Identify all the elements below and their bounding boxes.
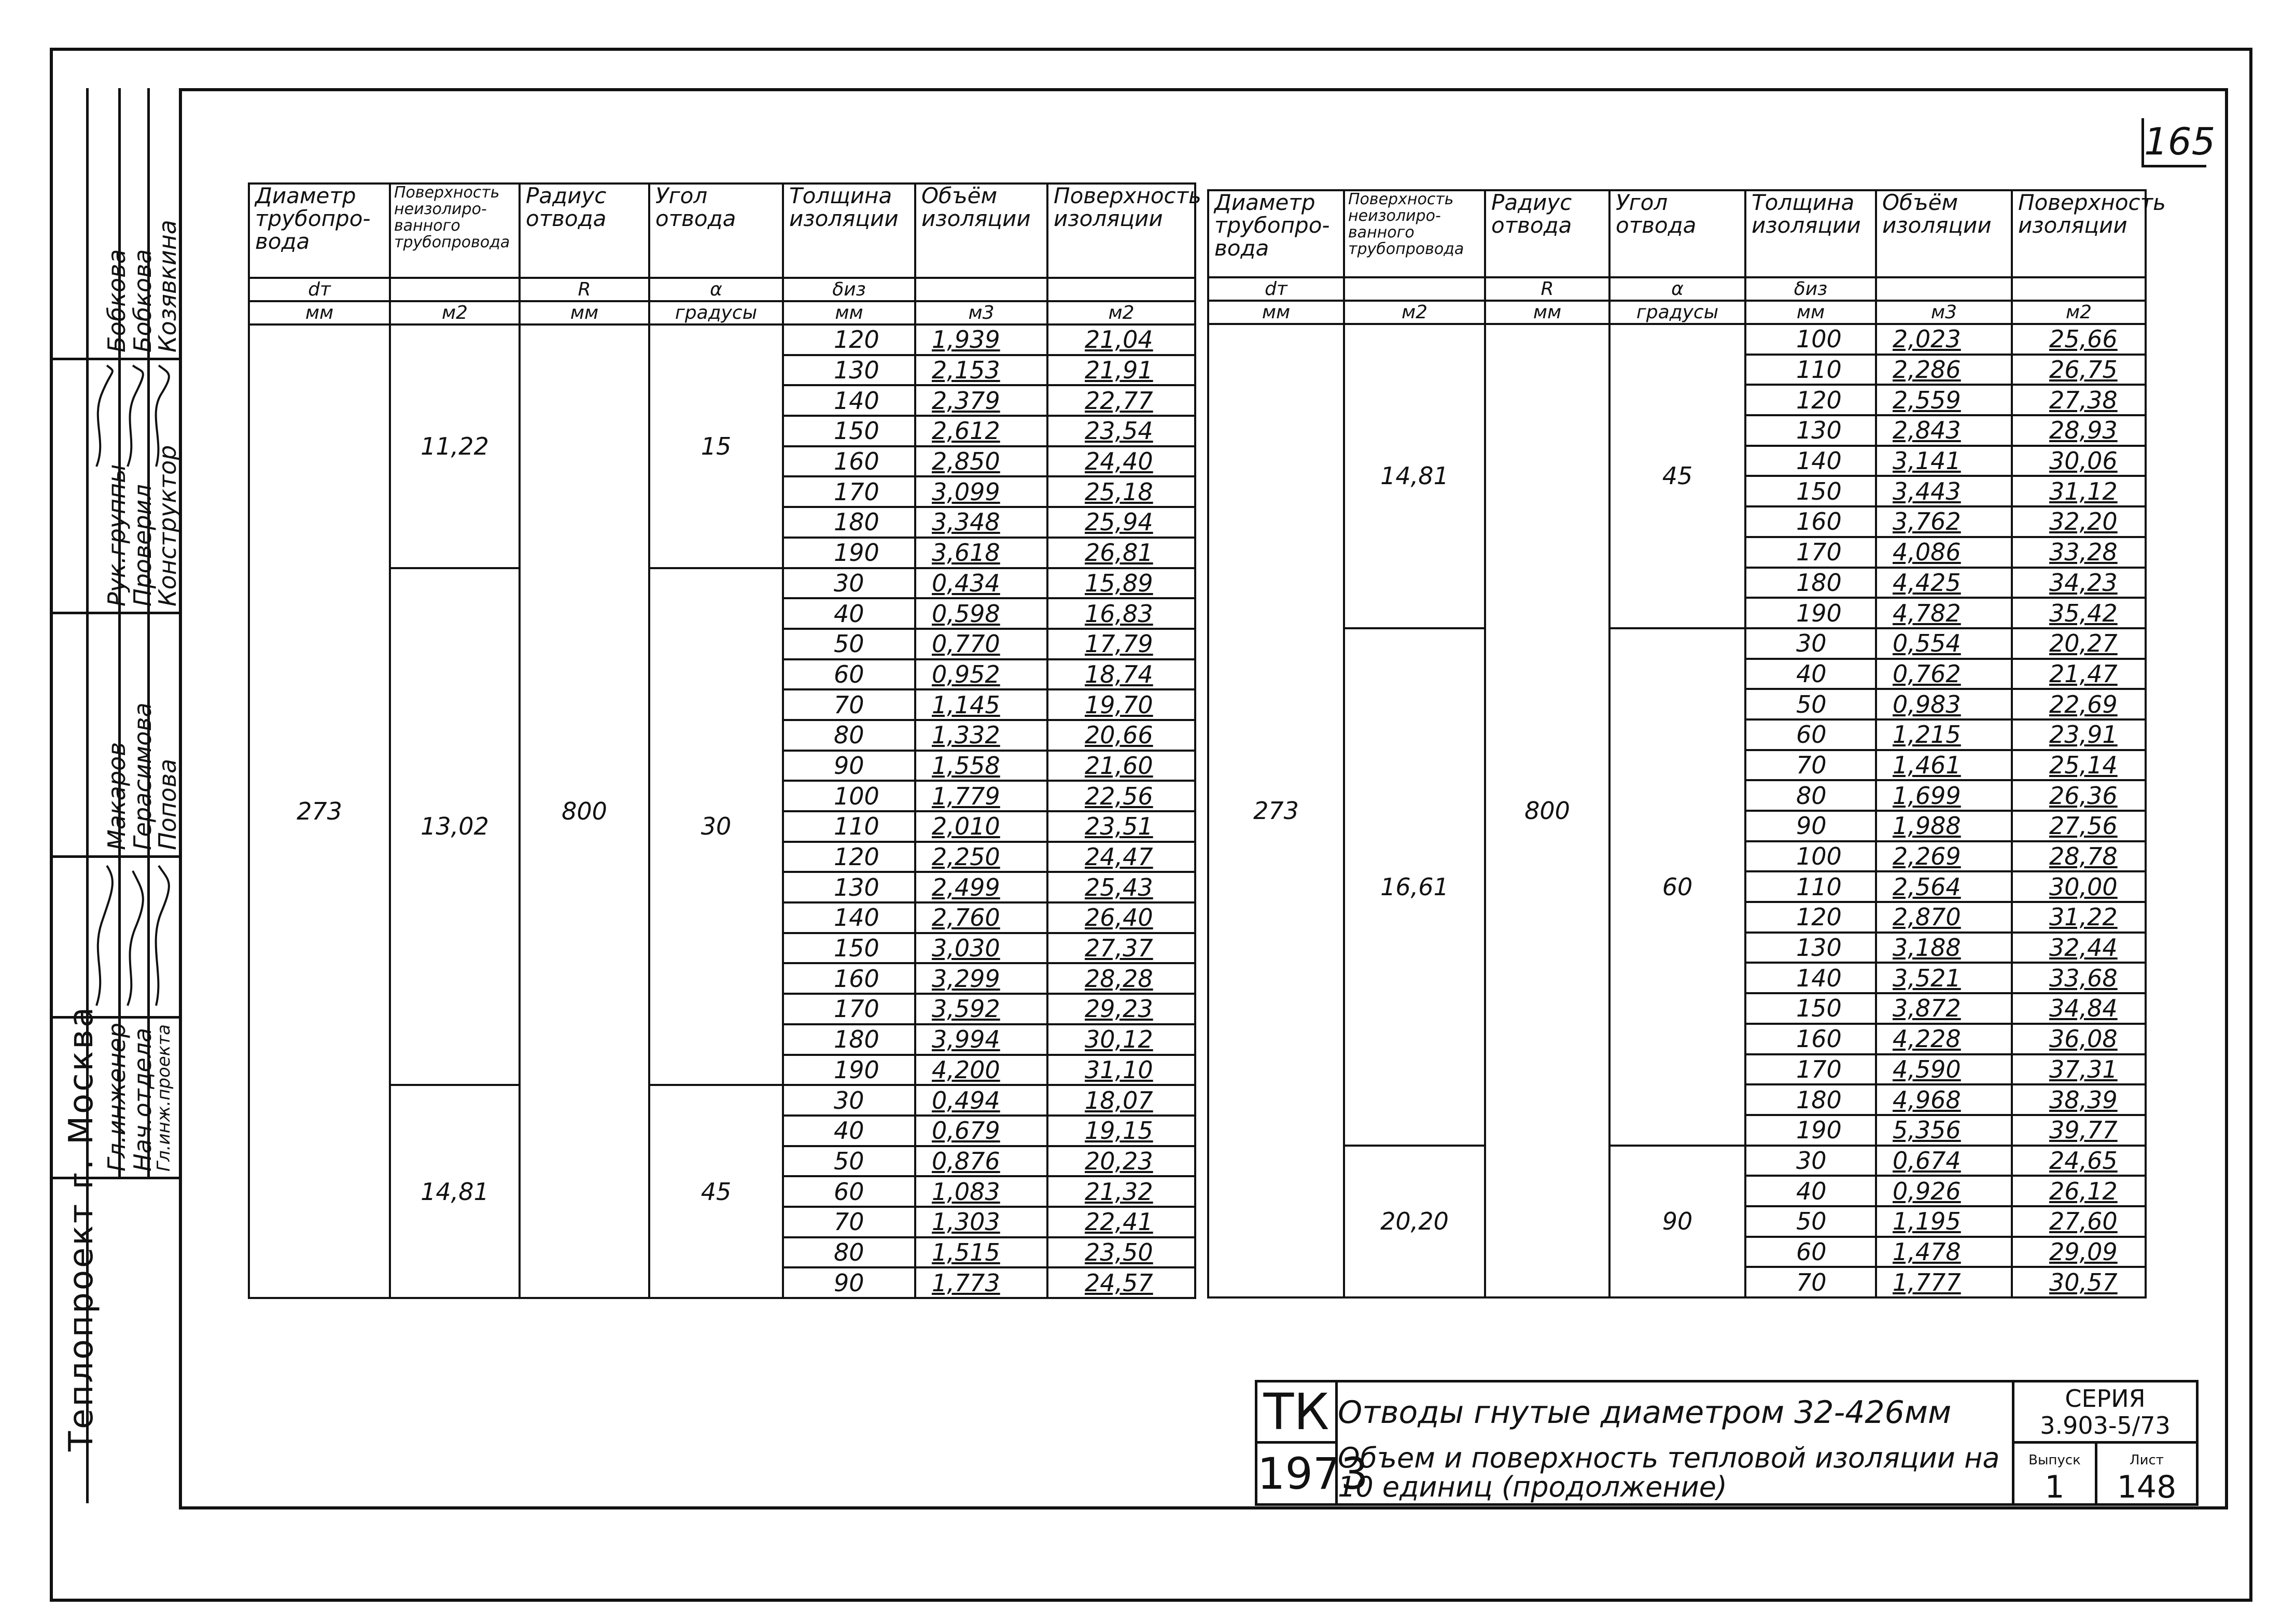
thickness-cell: 90 (1745, 811, 1876, 841)
header-surface: Поверхность изоляции (2012, 190, 2146, 277)
volume-cell: 1,083 (915, 1176, 1047, 1207)
surface-cell: 21,04 (1047, 324, 1195, 355)
thickness-cell: 140 (1745, 963, 1876, 993)
table-row (249, 324, 1195, 355)
thickness-cell: 120 (783, 324, 915, 355)
angle-value: 30 (649, 568, 783, 1085)
header-volume: Объём изоляции (915, 184, 1047, 278)
surface-cell: 31,22 (2012, 902, 2146, 933)
symbol-d: dт (249, 278, 390, 301)
thickness-cell: 70 (1745, 1267, 1876, 1297)
volume-cell: 2,250 (915, 842, 1047, 872)
name-kozyavkina: Козявкина (153, 220, 181, 352)
volume-cell: 1,145 (915, 689, 1047, 720)
unit-m2: м2 (1344, 301, 1485, 324)
thickness-cell: 80 (783, 1237, 915, 1268)
volume-cell: 1,303 (915, 1207, 1047, 1237)
volume-cell: 5,356 (1876, 1115, 2012, 1146)
thickness-cell: 60 (1745, 1237, 1876, 1267)
signature-scribbles (86, 860, 179, 1016)
surface-cell: 23,50 (1047, 1237, 1195, 1268)
volume-cell: 1,988 (1876, 811, 2012, 841)
thickness-cell: 120 (783, 842, 915, 872)
unit-m3: м3 (915, 301, 1047, 324)
volume-cell: 4,086 (1876, 537, 2012, 568)
header-bare-surface: Поверхность неизолиро-ванного трубопровода (1344, 190, 1485, 277)
angle-value: 15 (649, 324, 783, 568)
surface-cell: 24,65 (2012, 1146, 2146, 1176)
role-designer: Конструктор (153, 445, 181, 606)
role-group-leader: Рук.группы (103, 464, 131, 606)
unit-m2: м2 (390, 301, 520, 324)
volume-cell: 4,200 (915, 1055, 1047, 1085)
unit-mm: мм (520, 301, 649, 324)
surface-cell: 21,47 (2012, 659, 2146, 689)
surface-cell: 29,23 (1047, 994, 1195, 1024)
name-gerasimova: Герасимова (129, 702, 157, 850)
header-thickness: Толщина изоляции (783, 184, 915, 278)
surface-cell: 23,91 (2012, 719, 2146, 750)
thickness-cell: 50 (783, 1146, 915, 1177)
surface-cell: 18,07 (1047, 1085, 1195, 1116)
surface-cell: 26,81 (1047, 538, 1195, 568)
left-table (248, 182, 1201, 1299)
volume-cell: 3,299 (915, 963, 1047, 994)
thickness-cell: 130 (783, 355, 915, 386)
volume-cell: 1,515 (915, 1237, 1047, 1268)
surface-cell: 24,47 (1047, 842, 1195, 872)
surface-cell: 35,42 (2012, 598, 2146, 628)
thickness-cell: 140 (1745, 446, 1876, 476)
bare-surface-value: 13,02 (390, 568, 520, 1085)
name-popova: Попова (153, 758, 181, 850)
surface-cell: 26,36 (2012, 780, 2146, 811)
surface-cell: 27,56 (2012, 811, 2146, 841)
header-thickness: Толщина изоляции (1745, 190, 1876, 277)
thickness-cell: 30 (783, 568, 915, 599)
surface-cell: 32,44 (2012, 933, 2146, 963)
surface-cell: 39,77 (2012, 1115, 2146, 1146)
surface-cell: 18,74 (1047, 659, 1195, 690)
thickness-cell: 150 (1745, 476, 1876, 506)
unit-mm: мм (1745, 301, 1876, 324)
radius-value: 800 (1485, 324, 1609, 1297)
thickness-cell: 170 (1745, 537, 1876, 568)
surface-cell: 33,68 (2012, 963, 2146, 993)
surface-cell: 21,32 (1047, 1176, 1195, 1207)
volume-cell: 3,618 (915, 538, 1047, 568)
surface-cell: 19,70 (1047, 689, 1195, 720)
title-line-1: Отводы гнутые диаметром 32-426мм (1337, 1381, 2013, 1443)
header-angle: Угол отвода (1609, 190, 1745, 277)
role-chief-project-engineer: Гл.инж.проекта (153, 1024, 174, 1172)
surface-cell: 22,77 (1047, 385, 1195, 416)
volume-cell: 1,773 (915, 1267, 1047, 1298)
symbol-d: dт (1208, 277, 1344, 301)
symbol-empty (2012, 277, 2146, 301)
surface-cell: 28,93 (2012, 415, 2146, 446)
volume-cell: 1,699 (1876, 780, 2012, 811)
unit-m2: м2 (2012, 301, 2146, 324)
signature-scribbles-2 (86, 363, 179, 477)
unit-mm: мм (783, 301, 915, 324)
thickness-cell: 60 (783, 659, 915, 690)
surface-cell: 24,40 (1047, 446, 1195, 477)
surface-cell: 22,56 (1047, 781, 1195, 811)
thickness-cell: 120 (1745, 385, 1876, 415)
volume-cell: 2,499 (915, 872, 1047, 902)
thickness-cell: 90 (783, 1267, 915, 1298)
role-chief-engineer: Гл.инженер (103, 1023, 131, 1172)
surface-cell: 23,51 (1047, 811, 1195, 842)
title-line-2: Объем и поверхность тепловой изоляции на 10 единиц (продолжение) (1337, 1443, 2013, 1505)
unit-m2: м2 (1047, 301, 1195, 324)
unit-degrees: градусы (1609, 301, 1745, 324)
thickness-cell: 80 (1745, 780, 1876, 811)
volume-cell: 3,592 (915, 994, 1047, 1024)
volume-cell: 3,141 (1876, 446, 2012, 476)
volume-cell: 3,521 (1876, 963, 2012, 993)
thickness-cell: 150 (1745, 993, 1876, 1024)
surface-cell: 26,40 (1047, 902, 1195, 933)
bare-surface-value: 20,20 (1344, 1146, 1485, 1297)
series-label: СЕРИЯ (2065, 1384, 2146, 1413)
bare-surface-value: 11,22 (390, 324, 520, 568)
thickness-cell: 160 (1745, 1024, 1876, 1054)
volume-cell: 1,779 (915, 781, 1047, 811)
series-cell (2013, 1381, 2197, 1443)
volume-cell: 1,332 (915, 720, 1047, 751)
volume-cell: 1,777 (1876, 1267, 2012, 1297)
table-row (249, 568, 1195, 599)
thickness-cell: 150 (783, 933, 915, 964)
unit-mm: мм (249, 301, 390, 324)
header-surface: Поверхность изоляции (1047, 184, 1195, 278)
volume-cell: 3,872 (1876, 993, 2012, 1024)
unit-degrees: градусы (649, 301, 783, 324)
volume-cell: 1,215 (1876, 719, 2012, 750)
header-radius: Радиус отвода (520, 184, 649, 278)
surface-cell: 27,38 (2012, 385, 2146, 415)
thickness-cell: 130 (1745, 415, 1876, 446)
right-table (1207, 189, 2166, 1299)
volume-cell: 3,188 (1876, 933, 2012, 963)
role-checked: Проверил (129, 484, 157, 606)
sheet-label: Лист (2130, 1452, 2164, 1468)
volume-cell: 2,843 (1876, 415, 2012, 446)
thickness-cell: 170 (1745, 1054, 1876, 1085)
surface-cell: 27,37 (1047, 933, 1195, 964)
surface-cell: 29,09 (2012, 1237, 2146, 1267)
thickness-cell: 130 (1745, 933, 1876, 963)
volume-cell: 2,564 (1876, 871, 2012, 902)
volume-cell: 1,195 (1876, 1206, 2012, 1237)
thickness-cell: 170 (783, 994, 915, 1024)
thickness-cell: 140 (783, 385, 915, 416)
surface-cell: 25,66 (2012, 324, 2146, 355)
thickness-cell: 110 (1745, 355, 1876, 385)
volume-cell: 0,926 (1876, 1176, 2012, 1206)
thickness-cell: 70 (783, 1207, 915, 1237)
volume-cell: 3,099 (915, 476, 1047, 507)
issue-number: 1 (2045, 1469, 2065, 1505)
surface-cell: 33,28 (2012, 537, 2146, 568)
volume-cell: 2,870 (1876, 902, 2012, 933)
role-dept-head: Нач.отдела (129, 1027, 157, 1172)
symbol-empty (1344, 277, 1485, 301)
thickness-cell: 90 (783, 751, 915, 781)
surface-cell: 21,60 (1047, 751, 1195, 781)
thickness-cell: 120 (1745, 902, 1876, 933)
year: 1973 (1256, 1443, 1337, 1505)
header-diameter: Диаметр трубопро-вода (249, 184, 390, 278)
volume-cell: 4,968 (1876, 1084, 2012, 1115)
volume-cell: 2,760 (915, 902, 1047, 933)
thickness-cell: 140 (783, 902, 915, 933)
surface-cell: 38,39 (2012, 1084, 2146, 1115)
sheet-cell (2096, 1443, 2197, 1505)
header-radius: Радиус отвода (1485, 190, 1609, 277)
surface-cell: 20,27 (2012, 628, 2146, 659)
volume-cell: 1,939 (915, 324, 1047, 355)
volume-cell: 2,153 (915, 355, 1047, 386)
volume-cell: 2,269 (1876, 841, 2012, 872)
volume-cell: 0,434 (915, 568, 1047, 599)
tk-mark: ТК (1256, 1381, 1337, 1443)
angle-value: 60 (1609, 628, 1745, 1146)
thickness-cell: 70 (1745, 750, 1876, 781)
surface-cell: 28,28 (1047, 963, 1195, 994)
issue-cell (2013, 1443, 2096, 1505)
thickness-cell: 180 (1745, 1084, 1876, 1115)
thickness-cell: 110 (783, 811, 915, 842)
angle-value: 45 (649, 1085, 783, 1298)
thickness-cell: 50 (1745, 1206, 1876, 1237)
volume-cell: 2,379 (915, 385, 1047, 416)
volume-cell: 0,770 (915, 629, 1047, 659)
surface-cell: 16,83 (1047, 598, 1195, 629)
volume-cell: 0,952 (915, 659, 1047, 690)
thickness-cell: 100 (1745, 324, 1876, 355)
unit-mm: мм (1485, 301, 1609, 324)
symbol-delta: δиз (783, 278, 915, 301)
surface-cell: 36,08 (2012, 1024, 2146, 1054)
thickness-cell: 30 (1745, 1146, 1876, 1176)
bare-surface-value: 14,81 (1344, 324, 1485, 628)
volume-cell: 3,348 (915, 507, 1047, 538)
surface-cell: 30,57 (2012, 1267, 2146, 1297)
volume-cell: 0,762 (1876, 659, 2012, 689)
thickness-cell: 50 (1745, 689, 1876, 719)
thickness-cell: 100 (783, 781, 915, 811)
surface-cell: 22,41 (1047, 1207, 1195, 1237)
thickness-cell: 190 (1745, 1115, 1876, 1146)
thickness-cell: 40 (783, 598, 915, 629)
symbol-alpha: α (1609, 277, 1745, 301)
surface-cell: 30,06 (2012, 446, 2146, 476)
table-row (1208, 628, 2146, 659)
thickness-cell: 180 (783, 507, 915, 538)
surface-cell: 23,54 (1047, 416, 1195, 446)
thickness-cell: 160 (783, 963, 915, 994)
thickness-cell: 40 (1745, 1176, 1876, 1206)
thickness-cell: 40 (1745, 659, 1876, 689)
symbol-r: R (520, 278, 649, 301)
volume-cell: 1,478 (1876, 1237, 2012, 1267)
volume-cell: 3,443 (1876, 476, 2012, 506)
surface-cell: 25,43 (1047, 872, 1195, 902)
header-diameter: Диаметр трубопро-вода (1208, 190, 1344, 277)
thickness-cell: 190 (1745, 598, 1876, 628)
surface-cell: 32,20 (2012, 506, 2146, 537)
table-row (249, 1085, 1195, 1116)
volume-cell: 3,030 (915, 933, 1047, 964)
surface-cell: 19,15 (1047, 1116, 1195, 1146)
surface-cell: 34,23 (2012, 568, 2146, 598)
table-row (1208, 324, 2146, 355)
sheet-number: 148 (2117, 1469, 2177, 1505)
volume-cell: 1,558 (915, 751, 1047, 781)
surface-cell: 21,91 (1047, 355, 1195, 386)
title-block (1255, 1380, 2196, 1503)
volume-cell: 0,494 (915, 1085, 1047, 1116)
angle-value: 45 (1609, 324, 1745, 628)
angle-value: 90 (1609, 1146, 1745, 1297)
thickness-cell: 110 (1745, 871, 1876, 902)
thickness-cell: 160 (783, 446, 915, 477)
surface-cell: 22,69 (2012, 689, 2146, 719)
organization-name: Теплопроект г. Москва (62, 1005, 101, 1451)
diameter-value: 273 (1208, 324, 1344, 1297)
diameter-value: 273 (249, 324, 390, 1298)
issue-label: Выпуск (2028, 1452, 2081, 1468)
volume-cell: 0,554 (1876, 628, 2012, 659)
thickness-cell: 80 (783, 720, 915, 751)
surface-cell: 30,00 (2012, 871, 2146, 902)
header-bare-surface: Поверхность неизолиро-ванного трубопровода (390, 184, 520, 278)
surface-cell: 26,75 (2012, 355, 2146, 385)
thickness-cell: 130 (783, 872, 915, 902)
volume-cell: 2,023 (1876, 324, 2012, 355)
thickness-cell: 100 (1745, 841, 1876, 872)
surface-cell: 31,10 (1047, 1055, 1195, 1085)
surface-cell: 25,94 (1047, 507, 1195, 538)
volume-cell: 2,559 (1876, 385, 2012, 415)
surface-cell: 37,31 (2012, 1054, 2146, 1085)
unit-m3: м3 (1876, 301, 2012, 324)
symbol-alpha: α (649, 278, 783, 301)
symbol-empty (915, 278, 1047, 301)
surface-cell: 15,89 (1047, 568, 1195, 599)
volume-cell: 4,228 (1876, 1024, 2012, 1054)
surface-cell: 25,14 (2012, 750, 2146, 781)
header-angle: Угол отвода (649, 184, 783, 278)
surface-cell: 25,18 (1047, 476, 1195, 507)
thickness-cell: 150 (783, 416, 915, 446)
symbol-empty (1876, 277, 2012, 301)
series-code: 3.903-5/73 (2040, 1411, 2171, 1439)
volume-cell: 3,994 (915, 1024, 1047, 1055)
surface-cell: 17,79 (1047, 629, 1195, 659)
thickness-cell: 70 (783, 689, 915, 720)
surface-cell: 31,12 (2012, 476, 2146, 506)
name-bobkova-2: Бобкова (129, 249, 157, 352)
thickness-cell: 60 (1745, 719, 1876, 750)
symbol-empty (390, 278, 520, 301)
volume-cell: 2,850 (915, 446, 1047, 477)
volume-cell: 4,782 (1876, 598, 2012, 628)
surface-cell: 20,66 (1047, 720, 1195, 751)
name-bobkova-1: Бобкова (103, 249, 131, 352)
thickness-cell: 30 (783, 1085, 915, 1116)
bare-surface-value: 16,61 (1344, 628, 1485, 1146)
symbol-r: R (1485, 277, 1609, 301)
thickness-cell: 40 (783, 1116, 915, 1146)
table-row (1208, 1146, 2146, 1176)
volume-cell: 0,983 (1876, 689, 2012, 719)
thickness-cell: 190 (783, 538, 915, 568)
thickness-cell: 50 (783, 629, 915, 659)
surface-cell: 28,78 (2012, 841, 2146, 872)
volume-cell: 0,679 (915, 1116, 1047, 1146)
surface-cell: 27,60 (2012, 1206, 2146, 1237)
surface-cell: 20,23 (1047, 1146, 1195, 1177)
page-number: 165 (2141, 118, 2206, 167)
volume-cell: 0,598 (915, 598, 1047, 629)
thickness-cell: 170 (783, 476, 915, 507)
surface-cell: 34,84 (2012, 993, 2146, 1024)
thickness-cell: 160 (1745, 506, 1876, 537)
volume-cell: 3,762 (1876, 506, 2012, 537)
header-volume: Объём изоляции (1876, 190, 2012, 277)
symbol-empty (1047, 278, 1195, 301)
volume-cell: 2,612 (915, 416, 1047, 446)
surface-cell: 24,57 (1047, 1267, 1195, 1298)
symbol-delta: δиз (1745, 277, 1876, 301)
unit-mm: мм (1208, 301, 1344, 324)
volume-cell: 1,461 (1876, 750, 2012, 781)
bare-surface-value: 14,81 (390, 1085, 520, 1298)
thickness-cell: 30 (1745, 628, 1876, 659)
surface-cell: 26,12 (2012, 1176, 2146, 1206)
volume-cell: 0,876 (915, 1146, 1047, 1177)
thickness-cell: 60 (783, 1176, 915, 1207)
volume-cell: 4,425 (1876, 568, 2012, 598)
volume-cell: 2,010 (915, 811, 1047, 842)
volume-cell: 0,674 (1876, 1146, 2012, 1176)
surface-cell: 30,12 (1047, 1024, 1195, 1055)
volume-cell: 2,286 (1876, 355, 2012, 385)
thickness-cell: 180 (783, 1024, 915, 1055)
thickness-cell: 180 (1745, 568, 1876, 598)
thickness-cell: 190 (783, 1055, 915, 1085)
volume-cell: 4,590 (1876, 1054, 2012, 1085)
name-makarov: Макаров (103, 742, 131, 850)
radius-value: 800 (520, 324, 649, 1298)
